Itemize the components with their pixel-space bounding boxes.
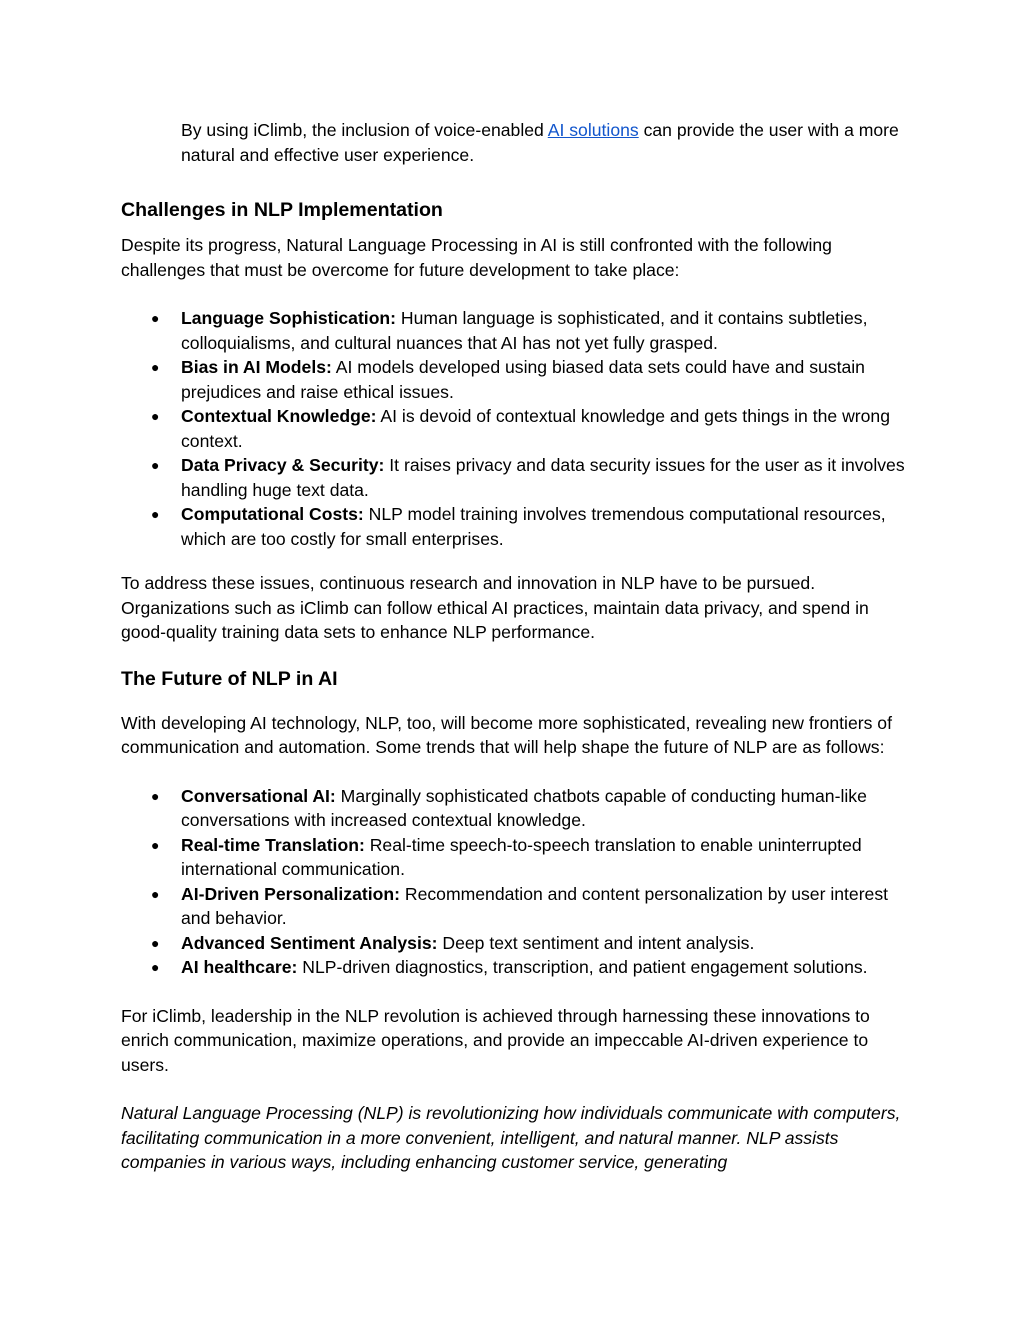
list-item-text: It raises privacy and data security issues for the user as it involves handling huge text data. bbox=[181, 455, 905, 500]
list-item-text: NLP-driven diagnostics, transcription, and patient engagement solutions. bbox=[297, 957, 868, 977]
future-intro: With developing AI technology, NLP, too, will become more sophisticated, revealing new frontiers of communication and automation. Some trends that will help shape the future of NLP are as follows: bbox=[121, 712, 892, 757]
ai-solutions-link[interactable]: AI solutions bbox=[547, 120, 639, 140]
challenges-intro: Despite its progress, Natural Language Processing in AI is still confronted with the following challenges that must be overcome for future development to take place: bbox=[121, 235, 832, 280]
bullet-icon: ● bbox=[151, 934, 160, 951]
list-item bbox=[121, 882, 906, 931]
bullet-icon: ● bbox=[151, 457, 160, 473]
list-item-term: Computational Costs: bbox=[181, 504, 364, 524]
list-item bbox=[121, 931, 906, 956]
list-item bbox=[121, 453, 906, 502]
list-item-term: Contextual Knowledge: bbox=[181, 406, 377, 426]
bullet-icon: ● bbox=[151, 959, 160, 975]
list-item-text: Marginally sophisticated chatbots capable of conducting human-like conversations with increased contextual knowledge. bbox=[181, 785, 867, 830]
bullet-icon: ● bbox=[151, 885, 160, 902]
list-item-text: AI is devoid of contextual knowledge and gets things in the wrong context. bbox=[181, 406, 890, 451]
future-heading: The Future of NLP in AI bbox=[121, 667, 338, 690]
intro-text-after-link: can provide the user with a more natural and effective user experience. bbox=[181, 120, 899, 165]
list-item-term: Conversational AI: bbox=[181, 785, 336, 806]
list-item-text: Real-time speech-to-speech translation to enable uninterrupted international communication. bbox=[181, 834, 862, 879]
bullet-icon: ● bbox=[151, 408, 160, 424]
list-item-text: Recommendation and content personalization by user interest and behavior. bbox=[181, 883, 889, 928]
list-item bbox=[121, 833, 906, 882]
challenges-list bbox=[121, 306, 906, 551]
list-item bbox=[121, 502, 906, 551]
list-item-term: AI-Driven Personalization: bbox=[181, 883, 400, 904]
list-item bbox=[121, 404, 906, 453]
list-item-term: Language Sophistication: bbox=[181, 308, 397, 328]
list-item bbox=[121, 784, 906, 833]
list-item-term: AI healthcare: bbox=[181, 957, 298, 977]
list-item bbox=[121, 355, 906, 404]
future-list bbox=[121, 784, 906, 980]
future-conclusion: For iClimb, leadership in the NLP revolution is achieved through harnessing these innovations to enrich communication, maximize operations, and provide an impeccable AI-driven experience to users. bbox=[121, 1005, 870, 1075]
closing-italic-paragraph: Natural Language Processing (NLP) is revolutionizing how individuals communicate with computers, facilitating communication in a more convenient, intelligent, and natural manner. NLP assists companies in various ways, including enhancing customer service, generating bbox=[121, 1103, 901, 1172]
list-item-term: Real-time Translation: bbox=[181, 834, 365, 855]
list-item-term: Advanced Sentiment Analysis: bbox=[181, 932, 438, 953]
challenges-heading: Challenges in NLP Implementation bbox=[121, 199, 443, 221]
list-item-term: Bias in AI Models: bbox=[181, 357, 332, 377]
intro-paragraph bbox=[121, 118, 906, 167]
bullet-icon: ● bbox=[151, 310, 160, 326]
list-item-text: AI models developed using biased data sets could have and sustain prejudices and raise ethical issues. bbox=[181, 357, 865, 402]
bullet-icon: ● bbox=[151, 359, 160, 375]
bullet-icon: ● bbox=[151, 787, 160, 804]
list-item bbox=[121, 955, 906, 980]
bullet-icon: ● bbox=[151, 836, 160, 853]
list-item-text: Human language is sophisticated, and it contains subtleties, colloquialisms, and cultural nuances that AI has not yet fully grasped. bbox=[181, 308, 868, 353]
list-item-text: Deep text sentiment and intent analysis. bbox=[437, 932, 755, 953]
intro-text-before-link: By using iClimb, the inclusion of voice-enabled bbox=[181, 120, 548, 140]
list-item-term: Data Privacy & Security: bbox=[181, 455, 385, 475]
challenges-conclusion: To address these issues, continuous research and innovation in NLP have to be pursued. Organizations such as iClimb can follow ethical AI practices, maintain data privacy, and spend in good-quality training data sets to enhance NLP performance. bbox=[121, 573, 869, 642]
bullet-icon: ● bbox=[151, 506, 160, 522]
list-item bbox=[121, 306, 906, 355]
list-item-text: NLP model training involves tremendous computational resources, which are too costly for small enterprises. bbox=[181, 504, 886, 549]
